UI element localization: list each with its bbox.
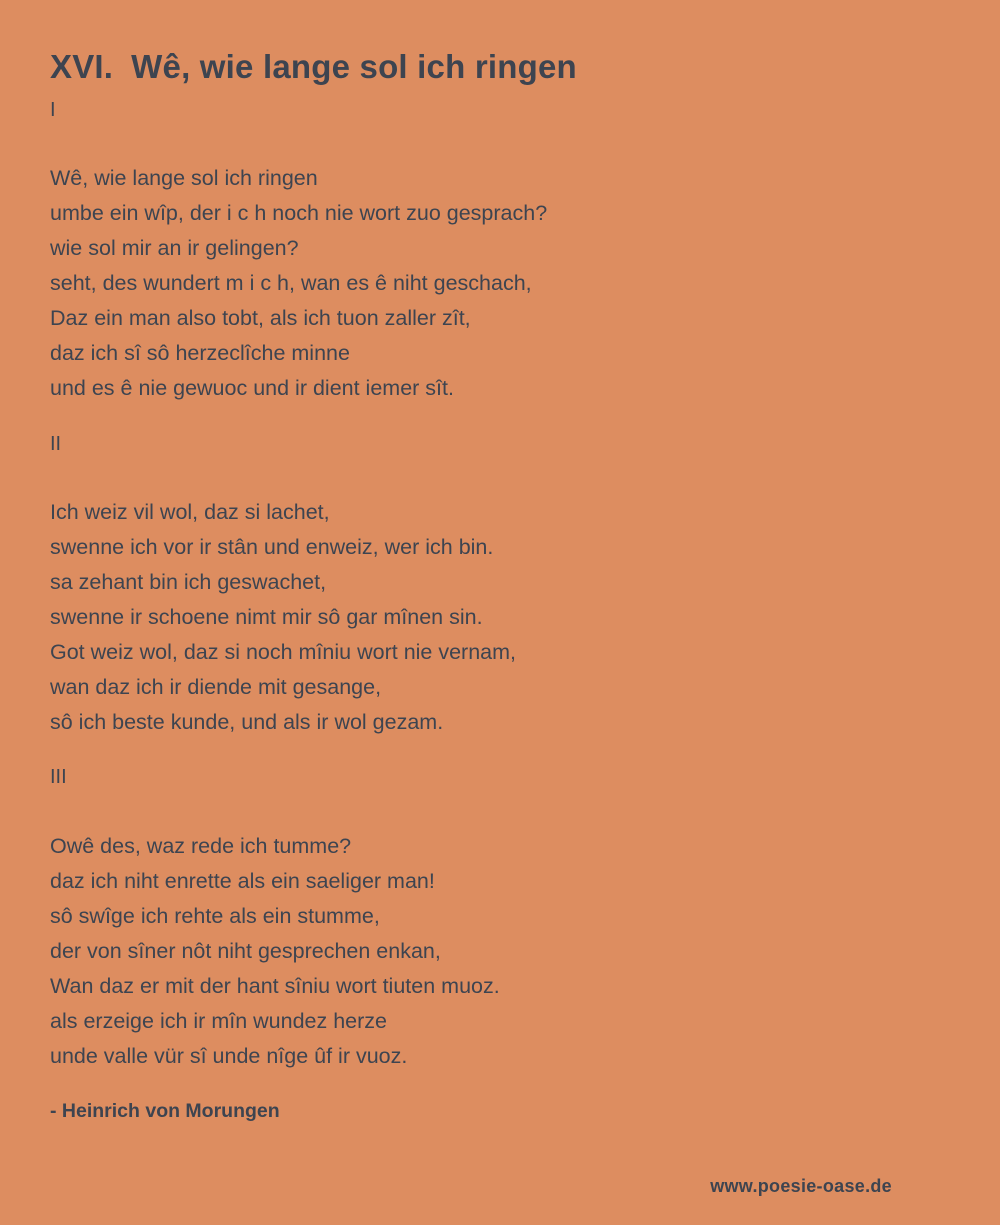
stanza-lines (50, 495, 950, 740)
stanza-lines (50, 161, 950, 406)
poem-title-text: Wê, wie lange sol ich ringen (131, 48, 577, 85)
poem-line: der von sîner nôt niht gesprechen enkan, (50, 938, 441, 963)
poem-line: seht, des wundert m i c h, wan es ê niht geschach, (50, 271, 532, 296)
poem-line: swenne ir schoene nimt mir sô gar mînen sin. (50, 604, 483, 629)
poem-line: swenne ich vor ir stân und enweiz, wer ich bin. (50, 534, 494, 559)
stanza-1 (50, 93, 950, 407)
poem-line: als erzeige ich ir mîn wundez herze (50, 1008, 387, 1033)
poem-line: unde valle vür sî unde nîge ûf ir vuoz. (50, 1043, 408, 1068)
poem-line: daz ich niht enrette als ein saeliger man! (50, 868, 435, 893)
page-title (50, 46, 950, 89)
poem-line: Daz ein man also tobt, als ich tuon zaller zît, (50, 306, 471, 331)
stanza-number: I (50, 98, 56, 121)
poem-line: Ich weiz vil wol, daz si lachet, (50, 499, 330, 524)
stanza-3 (50, 760, 950, 1074)
poem-line: wie sol mir an ir gelingen? (50, 236, 299, 261)
site-url: www.poesie-oase.de (710, 1176, 892, 1196)
poem-line: sa zehant bin ich geswachet, (50, 569, 327, 594)
poem-line: sô ich beste kunde, und als ir wol gezam. (50, 710, 444, 735)
poem-line: Wan daz er mit der hant sîniu wort tiuten muoz. (50, 973, 500, 998)
stanza-2 (50, 427, 950, 741)
poem-line: wan daz ich ir diende mit gesange, (50, 675, 382, 700)
stanza-lines (50, 829, 950, 1074)
stanza-number: III (50, 766, 67, 789)
poem-line: und es ê nie gewuoc und ir dient iemer sît. (50, 376, 454, 401)
stanza-number: II (50, 432, 62, 455)
poem-line: umbe ein wîp, der i c h noch nie wort zuo gesprach? (50, 201, 548, 226)
poem-numeral: XVI. (50, 48, 114, 85)
poem-line: Wê, wie lange sol ich ringen (50, 166, 318, 191)
poem-author: - Heinrich von Morungen (50, 1099, 280, 1122)
poem-line: daz ich sî sô herzeclîche minne (50, 341, 350, 366)
poem-line: Owê des, waz rede ich tumme? (50, 833, 352, 858)
poem-line: sô swîge ich rehte als ein stumme, (50, 903, 380, 928)
poem-line: Got weiz wol, daz si noch mîniu wort nie vernam, (50, 640, 517, 665)
